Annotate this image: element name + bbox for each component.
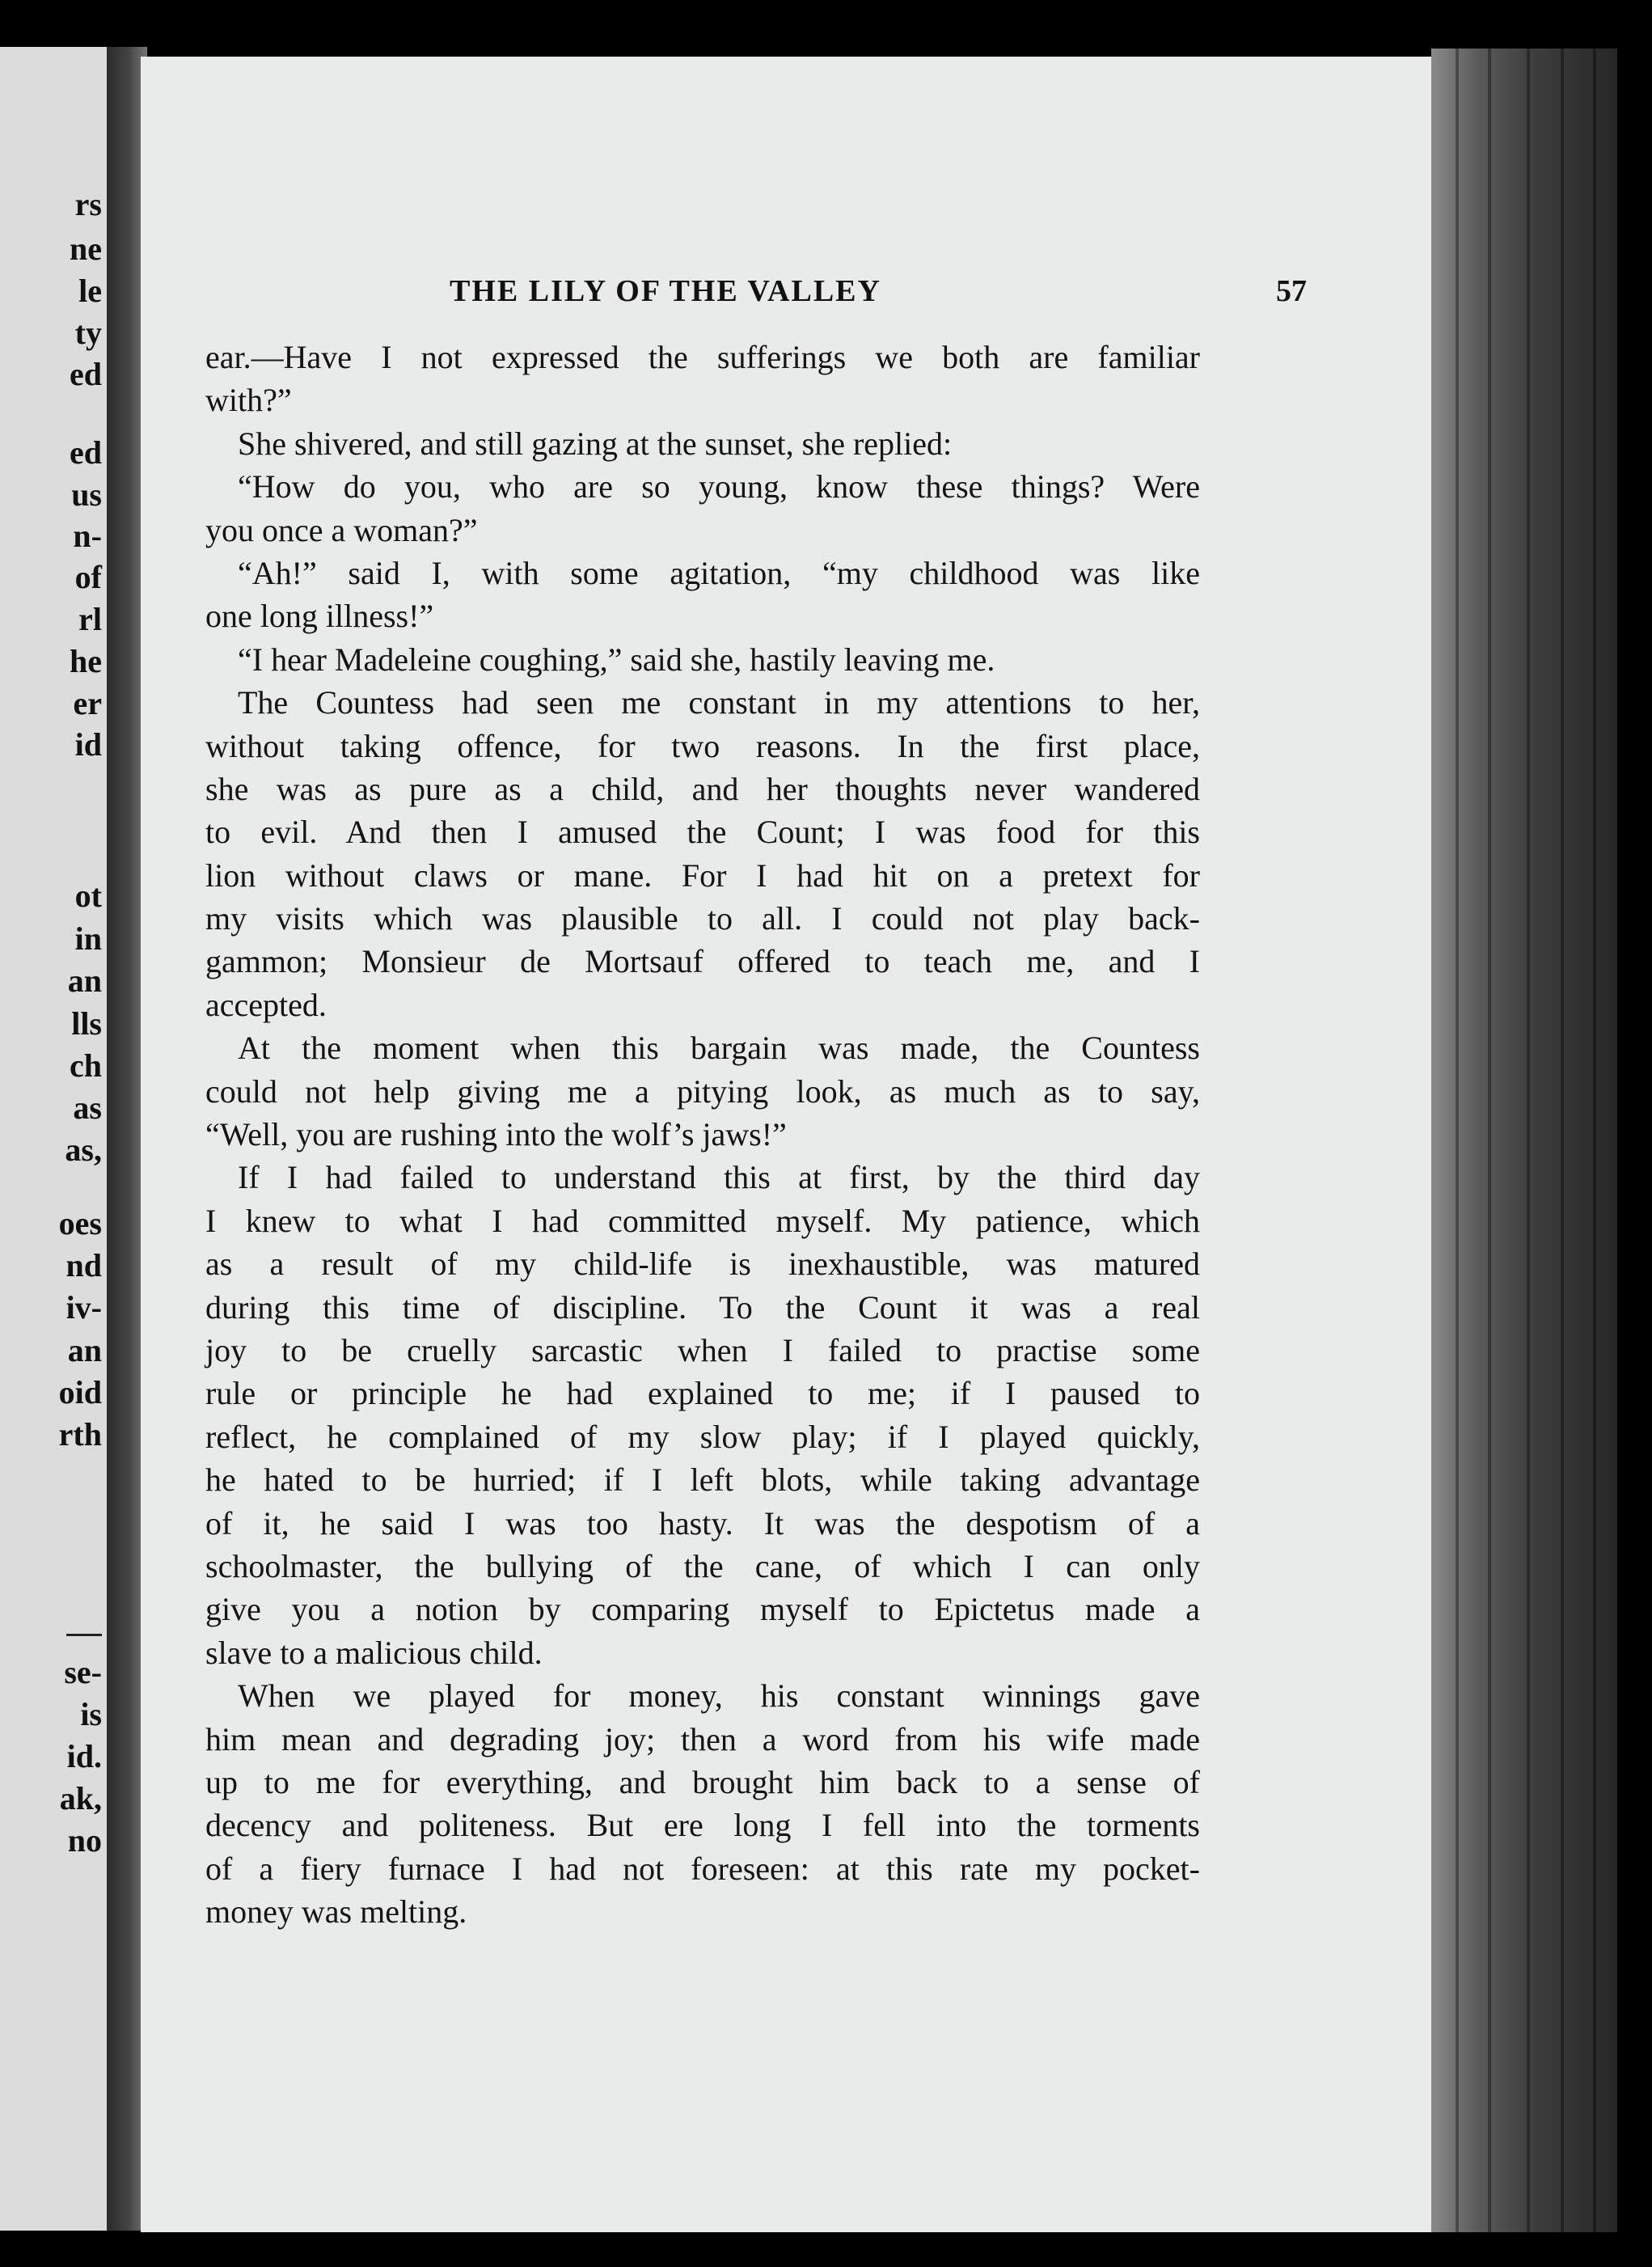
text-line: without taking offence, for two reasons. In the first place, <box>205 727 1200 764</box>
previous-page-rule <box>66 1634 102 1636</box>
previous-page-fragment: us <box>71 476 102 513</box>
text-line: of it, he said I was too hasty. It was the despotism of a <box>205 1504 1200 1542</box>
previous-page-fragment: an <box>67 1332 102 1368</box>
text-line: “How do you, who are so young, know these things? Were <box>238 468 1200 505</box>
text-line: up to me for everything, and brought him back to a sense of <box>205 1763 1200 1800</box>
book-fore-edge <box>1431 49 1617 2232</box>
previous-page-fragment: nd <box>65 1247 102 1284</box>
previous-page-fragment: an <box>67 962 102 999</box>
text-line: could not help giving me a pitying look, as much as to say, <box>205 1072 1200 1110</box>
text-line: one long illness!” <box>205 598 434 635</box>
text-line: slave to a malicious child. <box>205 1634 543 1671</box>
book-page <box>141 57 1431 2232</box>
text-line: At the moment when this bargain was made, the Countess <box>238 1030 1200 1067</box>
previous-page-fragment: lls <box>71 1005 102 1042</box>
previous-page-fragment: id <box>74 726 102 763</box>
text-line: schoolmaster, the bullying of the cane, of which I can only <box>205 1547 1200 1584</box>
text-line: of a fiery furnace I had not foreseen: at this rate my pocket- <box>205 1850 1200 1887</box>
text-line: decency and politeness. But ere long I fell into the torments <box>205 1807 1200 1844</box>
text-line: you once a woman?” <box>205 511 478 548</box>
previous-page-fragment: se- <box>64 1654 102 1690</box>
text-line: joy to be cruelly sarcastic when I failed to practise some <box>205 1331 1200 1368</box>
previous-page-fragment: ty <box>74 315 102 351</box>
previous-page-fragment: rl <box>78 601 102 637</box>
text-line: he hated to be hurried; if I left blots, while taking advantage <box>205 1461 1200 1499</box>
previous-page-fragment: rs <box>74 186 102 222</box>
previous-page-fragment: ed <box>70 434 102 471</box>
page-number: 57 <box>1276 274 1307 308</box>
previous-page-fragment: ak, <box>59 1780 102 1817</box>
text-line: “I hear Madeleine coughing,” said she, hastily leaving me. <box>238 641 995 678</box>
text-line: my visits which was plausible to all. I could not play back- <box>205 900 1200 937</box>
text-line: rule or principle he had explained to me; if I paused to <box>205 1375 1200 1412</box>
text-line: money was melting. <box>205 1893 467 1931</box>
previous-page-fragment: id. <box>66 1738 102 1774</box>
text-line: to evil. And then I amused the Count; I was food for this <box>205 814 1200 851</box>
previous-page-edge <box>0 47 107 2231</box>
previous-page-fragment: as <box>73 1089 102 1126</box>
text-line: “Well, you are rushing into the wolf’s jaws!” <box>205 1116 787 1153</box>
page-header <box>141 273 1431 314</box>
previous-page-fragment: ne <box>70 231 102 267</box>
text-line: accepted. <box>205 986 327 1023</box>
previous-page-fragment: iv- <box>65 1289 102 1326</box>
text-line: If I had failed to understand this at first, by the third day <box>238 1159 1200 1196</box>
previous-page-fragment: ch <box>70 1047 102 1084</box>
text-line: gammon; Monsieur de Mortsauf offered to teach me, and I <box>205 943 1200 980</box>
text-line: reflect, he complained of my slow play; if I played quickly, <box>205 1418 1200 1455</box>
text-line: I knew to what I had committed myself. My patience, which <box>205 1202 1200 1239</box>
text-line: him mean and degrading joy; then a word from his wife made <box>205 1720 1200 1757</box>
previous-page-fragment: he <box>70 643 102 679</box>
text-line: with?” <box>205 382 292 419</box>
previous-page-fragment: ed <box>70 356 102 392</box>
previous-page-fragment: rth <box>58 1416 102 1453</box>
previous-page-fragment: of <box>74 559 102 595</box>
text-line: lion without claws or mane. For I had hit on a pretext for <box>205 856 1200 894</box>
running-head: THE LILY OF THE VALLEY <box>450 274 881 308</box>
previous-page-fragment: oid <box>58 1374 102 1411</box>
previous-page-fragment: n- <box>73 518 102 554</box>
text-line: ear.—Have I not expressed the sufferings we both are familiar <box>205 339 1200 375</box>
previous-page-fragment: in <box>74 920 102 957</box>
previous-page-fragment: as, <box>65 1131 102 1168</box>
text-line: she was as pure as a child, and her thoughts never wandered <box>205 770 1200 807</box>
text-line: “Ah!” said I, with some agitation, “my childhood was like <box>238 554 1200 591</box>
previous-page-fragment: no <box>67 1822 102 1859</box>
previous-page-fragment: is <box>80 1696 102 1732</box>
page-body-text <box>205 336 1200 1933</box>
previous-page-fragment: ot <box>74 878 102 914</box>
text-line: during this time of discipline. To the Count it was a real <box>205 1288 1200 1326</box>
previous-page-fragment: oes <box>58 1205 102 1241</box>
text-line: give you a notion by comparing myself to Epictetus made a <box>205 1591 1200 1628</box>
previous-page-fragment: le <box>78 273 102 309</box>
text-line: When we played for money, his constant winnings gave <box>238 1677 1200 1715</box>
previous-page-fragment: er <box>73 685 102 721</box>
text-line: as a result of my child-life is inexhaustible, was matured <box>205 1246 1200 1283</box>
text-line: The Countess had seen me constant in my attentions to her, <box>238 684 1200 721</box>
text-line: She shivered, and still gazing at the sunset, she replied: <box>238 425 953 462</box>
